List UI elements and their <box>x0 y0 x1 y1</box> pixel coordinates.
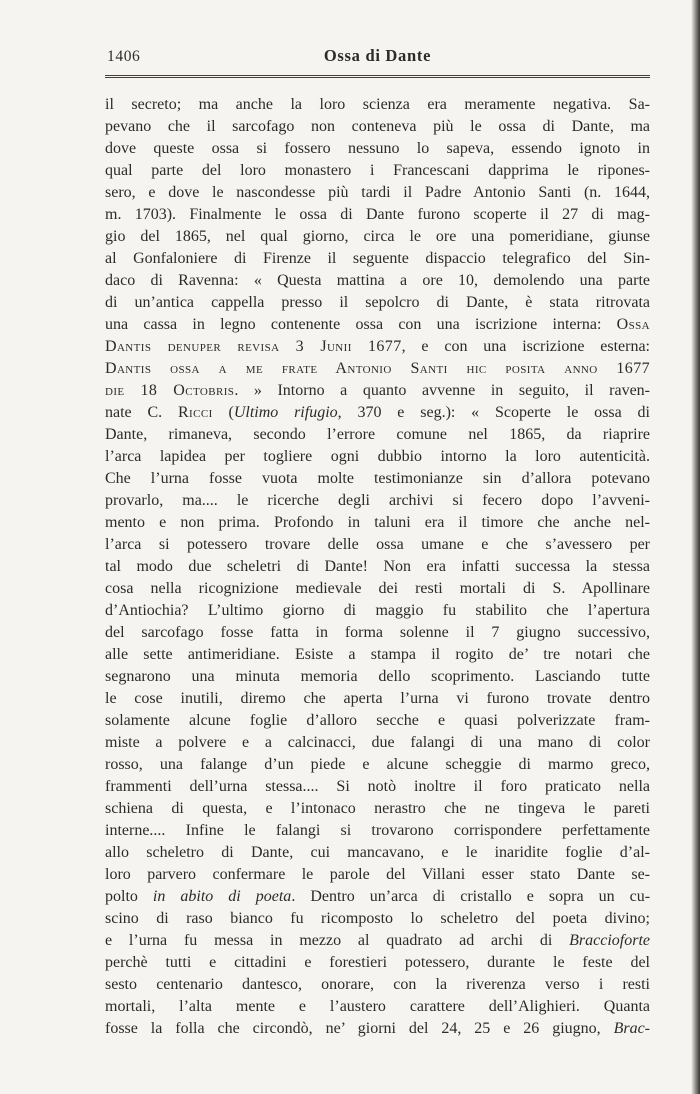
text-line <box>105 820 650 842</box>
text-segment: al Gonfaloniere di Firenze il seguente dispaccio telegrafico del Sin- <box>105 250 650 267</box>
text-line <box>105 512 650 534</box>
text-segment: , 370 e seg.): « Scoperte le ossa di <box>337 404 650 421</box>
text-line <box>105 732 650 754</box>
text-line <box>105 864 650 886</box>
text-segment: perchè tutti e cittadini e forestieri potessero, durante le feste del <box>105 954 650 971</box>
text-segment: nate C. <box>105 404 178 421</box>
text-line <box>105 424 650 446</box>
text-segment: d’Antiochia? L’ultimo giorno di maggio fu stabilito che l’apertura <box>105 602 650 619</box>
text-line <box>105 644 650 666</box>
text-segment: , e con una iscrizione esterna: <box>401 338 650 355</box>
text-segment: alle sette antimeridiane. Esiste a stampa il rogito de’ tre notari che <box>105 646 650 663</box>
text-segment: del sarcofago fosse fatta in forma solenne il 7 giugno successivo, <box>105 624 650 641</box>
page-edge-shadow <box>691 0 700 1094</box>
italic-text-segment: Braccioforte <box>569 932 650 949</box>
text-segment: segnarono una minuta memoria dello scoprimento. Lasciando tutte <box>105 668 650 685</box>
text-line <box>105 270 650 292</box>
text-line <box>105 952 650 974</box>
text-segment: allo scheletro di Dante, cui mancavano, e le inaridite foglie d’al- <box>105 844 650 861</box>
smallcaps-text-segment: Ricci <box>177 404 213 421</box>
text-segment: le cose inutili, diremo che aperta l’urna vi furono trovate dentro <box>105 690 650 707</box>
text-segment: m. 1703). Finalmente le ossa di Dante furono scoperte il 27 di mag- <box>105 206 650 223</box>
text-line <box>105 490 650 512</box>
text-segment: pevano che il sarcofago non conteneva più le ossa di Dante, ma <box>105 118 650 135</box>
smallcaps-text-segment: die 18 Octobris <box>105 382 235 399</box>
text-segment: l’arca lapidea per togliere ogni dubbio intorno la loro autenticità. <box>105 448 650 465</box>
text-segment: cosa nella ricognizione medievale dei resti mortali di S. Apollinare <box>105 580 650 597</box>
body-text <box>105 94 650 1040</box>
text-line <box>105 160 650 182</box>
text-line <box>105 534 650 556</box>
text-segment: provarlo, ma.... le ricerche degli archivi si fecero dopo l’avveni- <box>105 492 650 509</box>
text-segment: sesto centenario dantesco, onorare, con la riverenza verso i resti <box>105 976 650 993</box>
text-line <box>105 886 650 908</box>
text-block <box>105 0 650 1040</box>
text-segment: gio del 1865, nel qual giorno, circa le ore una pomeridiane, giunse <box>105 228 650 245</box>
text-segment: miste a polvere e a calcinacci, due falangi di una mano di color <box>105 734 650 751</box>
text-line <box>105 402 650 424</box>
text-segment: frammenti dell’urna stessa.... Si notò inoltre il foro praticato nella <box>105 778 650 795</box>
text-line <box>105 974 650 996</box>
smallcaps-text-segment: Dantis denuper revisa 3 Junii 1677 <box>105 338 402 355</box>
text-line <box>105 204 650 226</box>
italic-text-segment: in abito di poeta <box>152 888 292 905</box>
text-line <box>105 996 650 1018</box>
text-line <box>105 754 650 776</box>
text-segment: scino di raso bianco fu ricomposto lo scheletro del poeta divino; <box>105 910 650 927</box>
text-line <box>105 226 650 248</box>
page-header <box>105 46 650 68</box>
text-segment: interne.... Infine le falangi si trovarono corrispondere perfettamente <box>105 822 650 839</box>
text-segment: qual parte del loro monastero i Francescani dapprima le ripones- <box>105 162 650 179</box>
text-segment: sero, e dove le nascondesse più tardi il Padre Antonio Santi (n. 1644, <box>105 184 650 201</box>
text-segment: . » Intorno a quanto avvenne in seguito, il raven- <box>234 382 650 399</box>
text-line <box>105 292 650 314</box>
running-title: Ossa di Dante <box>323 46 432 65</box>
text-line <box>105 446 650 468</box>
text-segment: tal modo due scheletri di Dante! Non era infatti successa la stessa <box>105 558 650 575</box>
text-line <box>105 138 650 160</box>
text-line <box>105 578 650 600</box>
text-segment: polto <box>105 888 153 905</box>
text-segment: dove queste ossa si fossero nessuno lo sapeva, essendo ignoto in <box>105 140 650 157</box>
text-segment: Dante, rimaneva, secondo l’errore comune nel 1865, da riaprire <box>105 426 650 443</box>
text-segment: . Dentro un’arca di cristallo e sopra un cu- <box>291 888 650 905</box>
text-line <box>105 842 650 864</box>
text-segment: fosse la folla che circondò, ne’ giorni del 24, 25 e 26 giugno, <box>105 1020 614 1037</box>
text-segment: ( <box>212 404 234 421</box>
text-segment: di un’antica cappella presso il sepolcro di Dante, è stata ritrovata <box>105 294 650 311</box>
text-line <box>105 1018 650 1040</box>
text-line <box>105 930 650 952</box>
text-line <box>105 182 650 204</box>
text-segment: mento e non prima. Profondo in taluni era il timore che anche nel- <box>105 514 650 531</box>
text-segment: rosso, una falange d’un piede e alcune scheggie di marmo greco, <box>105 756 650 773</box>
page-number: 1406 <box>107 48 141 65</box>
text-line <box>105 622 650 644</box>
smallcaps-text-segment: Ossa <box>616 316 650 333</box>
text-segment: Che l’urna fosse vuota molte testimonianze sin d’allora potevano <box>105 470 650 487</box>
header-rule <box>105 75 650 78</box>
italic-text-segment: Brac- <box>613 1020 650 1037</box>
text-segment: e l’urna fu messa in mezzo al quadrato ad archi di <box>105 932 570 949</box>
text-line <box>105 468 650 490</box>
text-segment: una cassa in legno contenente ossa con una iscrizione interna: <box>105 316 617 333</box>
text-segment: l’arca si potessero trovare delle ossa umane e che s’avessero per <box>105 536 650 553</box>
text-segment: il secreto; ma anche la loro scienza era meramente negativa. Sa- <box>105 96 650 113</box>
text-line <box>105 336 650 358</box>
text-segment: mortali, l’alta mente e l’austero carattere dell’Alighieri. Quanta <box>105 998 650 1015</box>
text-line <box>105 358 650 380</box>
text-segment: solamente alcune foglie d’alloro secche e quasi polverizzate fram- <box>105 712 650 729</box>
text-line <box>105 688 650 710</box>
text-line <box>105 600 650 622</box>
text-segment: daco di Ravenna: « Questa mattina a ore 10, demolendo una parte <box>105 272 650 289</box>
text-segment: loro parvero confermare le parole del Villani esser stato Dante se- <box>105 866 650 883</box>
text-line <box>105 798 650 820</box>
text-line <box>105 908 650 930</box>
smallcaps-text-segment: Dantis ossa a me frate Antonio Santi hic posita anno 1677 <box>105 360 650 377</box>
text-line <box>105 666 650 688</box>
text-line <box>105 776 650 798</box>
text-line <box>105 94 650 116</box>
italic-text-segment: Ultimo rifugio <box>233 404 338 421</box>
text-line <box>105 116 650 138</box>
text-line <box>105 710 650 732</box>
text-line <box>105 314 650 336</box>
text-line <box>105 556 650 578</box>
text-line <box>105 248 650 270</box>
text-line <box>105 380 650 402</box>
text-segment: schiena di questa, e l’intonaco nerastro che ne tingeva le pareti <box>105 800 650 817</box>
